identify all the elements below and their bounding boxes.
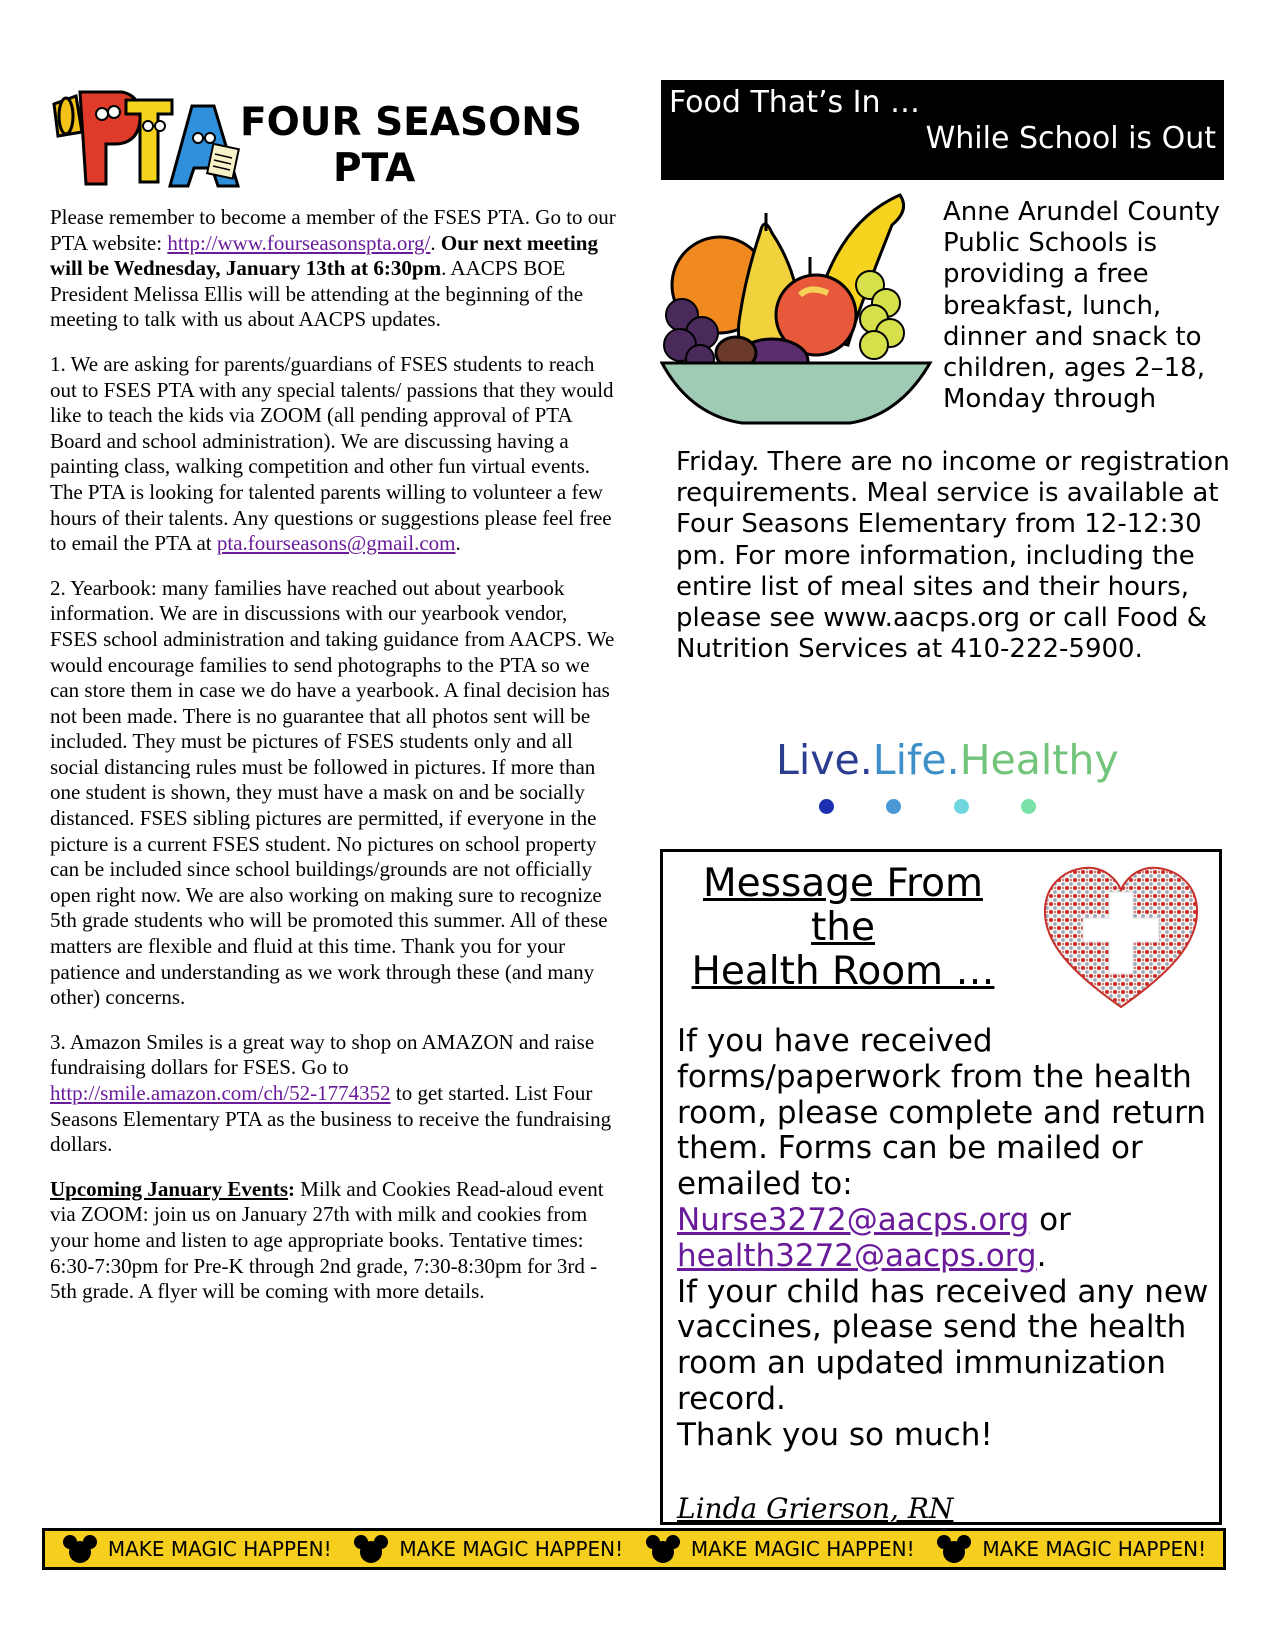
pta-logo-icon [52,86,242,198]
footer-ribbon [42,1528,1226,1570]
events-heading: Upcoming January Events [50,1176,289,1201]
live-life-healthy-logo [776,736,1119,784]
intro-text-1: Please remember to become a member of the FSES PTA. Go to our PTA website: [50,205,616,255]
health-title [683,862,1003,994]
amazon-smile-link[interactable]: http://smile.amazon.com/ch/52-1774352 [50,1081,391,1105]
item1-text: 1. We are asking for parents/guardians of FSES students to reach out to FSES PTA with any special talents/ passions that they would like to teach the kids via ZOOM (all pending approval of PTA Board and school administration). We are discussing having a painting class, walking competition and other fun virtual events. The PTA is looking for talented parents willing to volunteer a few hours of their talents. Any questions or suggestions please feel free to email the PTA at [50,351,614,556]
health-emails [677,1203,1217,1275]
health-text-2: If your child has received any new vaccines, please send the health room an updated immunization record. [677,1273,1209,1417]
ribbon-item [62,1534,332,1564]
pta-website-link[interactable]: http://www.fourseasonspta.org/ [167,230,431,255]
pta-item-3 [50,1030,620,1158]
ribbon-item [645,1534,915,1564]
events-text: Milk and Cookies Read-aloud event via ZOOM: join us on January 27th with milk and cookies from your home and listen to age appropriate books. Tentative times: 6:30-7:30pm for Pre-K through 2nd grade, 7:30-8:30pm for 3rd - 5th grade. A flyer will be coming with more details. [50,1176,604,1304]
health-title-line3: Health Room … [691,949,995,994]
food-header-line2: While School is Out [925,121,1216,156]
nurse-signature: Linda Grierson, RN [677,1492,954,1525]
health-or: or [1029,1201,1071,1238]
health-title-line2: the [810,905,875,950]
pta-email-link[interactable]: pta.fourseasons@gmail.com [216,531,456,556]
health-text-1: If you have received forms/paperwork from the health room, please complete and return them. Forms can be mailed or emailed to: [677,1023,1206,1203]
llh-word-2: Life. [872,736,960,784]
mickey-ears-icon [936,1534,972,1564]
meeting-date-text: Our next meeting will be Wednesday, January 13th at 6:30pm [50,230,598,281]
ribbon-item [936,1534,1206,1564]
health-dot: . [1036,1237,1047,1274]
pta-events [50,1177,620,1305]
item1-end: . [455,531,461,556]
health-text-3: Thank you so much! [677,1416,993,1453]
pta-column [50,80,620,1324]
intro-text-3: . AACPS BOE President Melissa Ellis will be attending at the beginning of the meeting to talk with us about AACPS updates. [50,256,584,332]
llh-dot [819,799,834,814]
llh-dot [954,799,969,814]
food-header [661,80,1224,180]
heart-cross-icon [1041,862,1201,1012]
food-header-line1: Food That’s In … [669,85,921,120]
nurse-email-link[interactable]: Nurse3272@aacps.org [677,1201,1030,1238]
item3-text-1: 3. Amazon Smiles is a great way to shop on AMAZON and raise fundraising dollars for FSES. Go to [50,1029,595,1080]
pta-intro-paragraph [50,205,620,333]
item3-text-2: to get started. List Four Seasons Elementary PTA as the business to receive the fundraising dollars. [50,1081,612,1157]
pta-title [240,100,582,192]
food-text-bottom: Friday. There are no income or registration requirements. Meal service is available at Four Seasons Elementary from 12-12:30 pm. For more information, including the entire list of meal sites and their hours, please see www.aacps.org or call Food & Nutrition Services at 410-222-5900. [676,447,1230,665]
pta-item-2: 2. Yearbook: many families have reached out about yearbook information. We are in discussions with our yearbook vendor, FSES school administration and taking guidance from AACPS. We would encourage families to send photographs to the PTA so we can store them in case we do have a yearbook. A final decision has not been made. There is no guarantee that all photos sent will be included. They must be pictures of FSES students only and all social distancing rules must be followed in pictures. If more than one student is shown, they must have a mask on and be socially distanced. FSES sibling pictures are permitted, if everyone in the picture is a current FSES student. No pictures on school property can be included since school buildings/grounds are not officially open right now. We are also working on making sure to recognize 5th grade students who will be promoted this summer. All of these matters are flexible and fluid at this time. Thank you for your patience and understanding as we work through these (and many other) concerns. [50,575,615,1010]
intro-text-2: . [430,230,441,255]
health-title-line1: Message From [703,861,983,906]
health-text [677,1024,1217,1454]
mickey-ears-icon [353,1534,389,1564]
food-text-top: Anne Arundel County Public Schools is providing a free breakfast, lunch, dinner and snack to children, ages 2–18, Monday through [943,197,1221,415]
pta-title-line2: PTA [333,146,416,191]
ribbon-item [353,1534,623,1564]
health-email-link[interactable]: health3272@aacps.org [677,1237,1037,1274]
ribbon-text: MAKE MAGIC HAPPEN! [107,1537,332,1561]
pta-item-1 [50,352,620,557]
pta-header [50,80,620,205]
ribbon-text: MAKE MAGIC HAPPEN! [982,1537,1207,1561]
mickey-ears-icon [645,1534,681,1564]
ribbon-text: MAKE MAGIC HAPPEN! [399,1537,624,1561]
llh-word-1: Live. [776,736,873,784]
ribbon-text: MAKE MAGIC HAPPEN! [690,1537,915,1561]
llh-dot [1021,799,1036,814]
llh-word-3: Healthy [959,736,1119,784]
fruit-bowl-icon [660,185,935,435]
pta-body [50,205,620,1305]
llh-dot [886,799,901,814]
mickey-ears-icon [62,1534,98,1564]
pta-title-line1: FOUR SEASONS [240,100,582,145]
events-colon: : [288,1176,296,1201]
health-room-box [660,849,1222,1525]
